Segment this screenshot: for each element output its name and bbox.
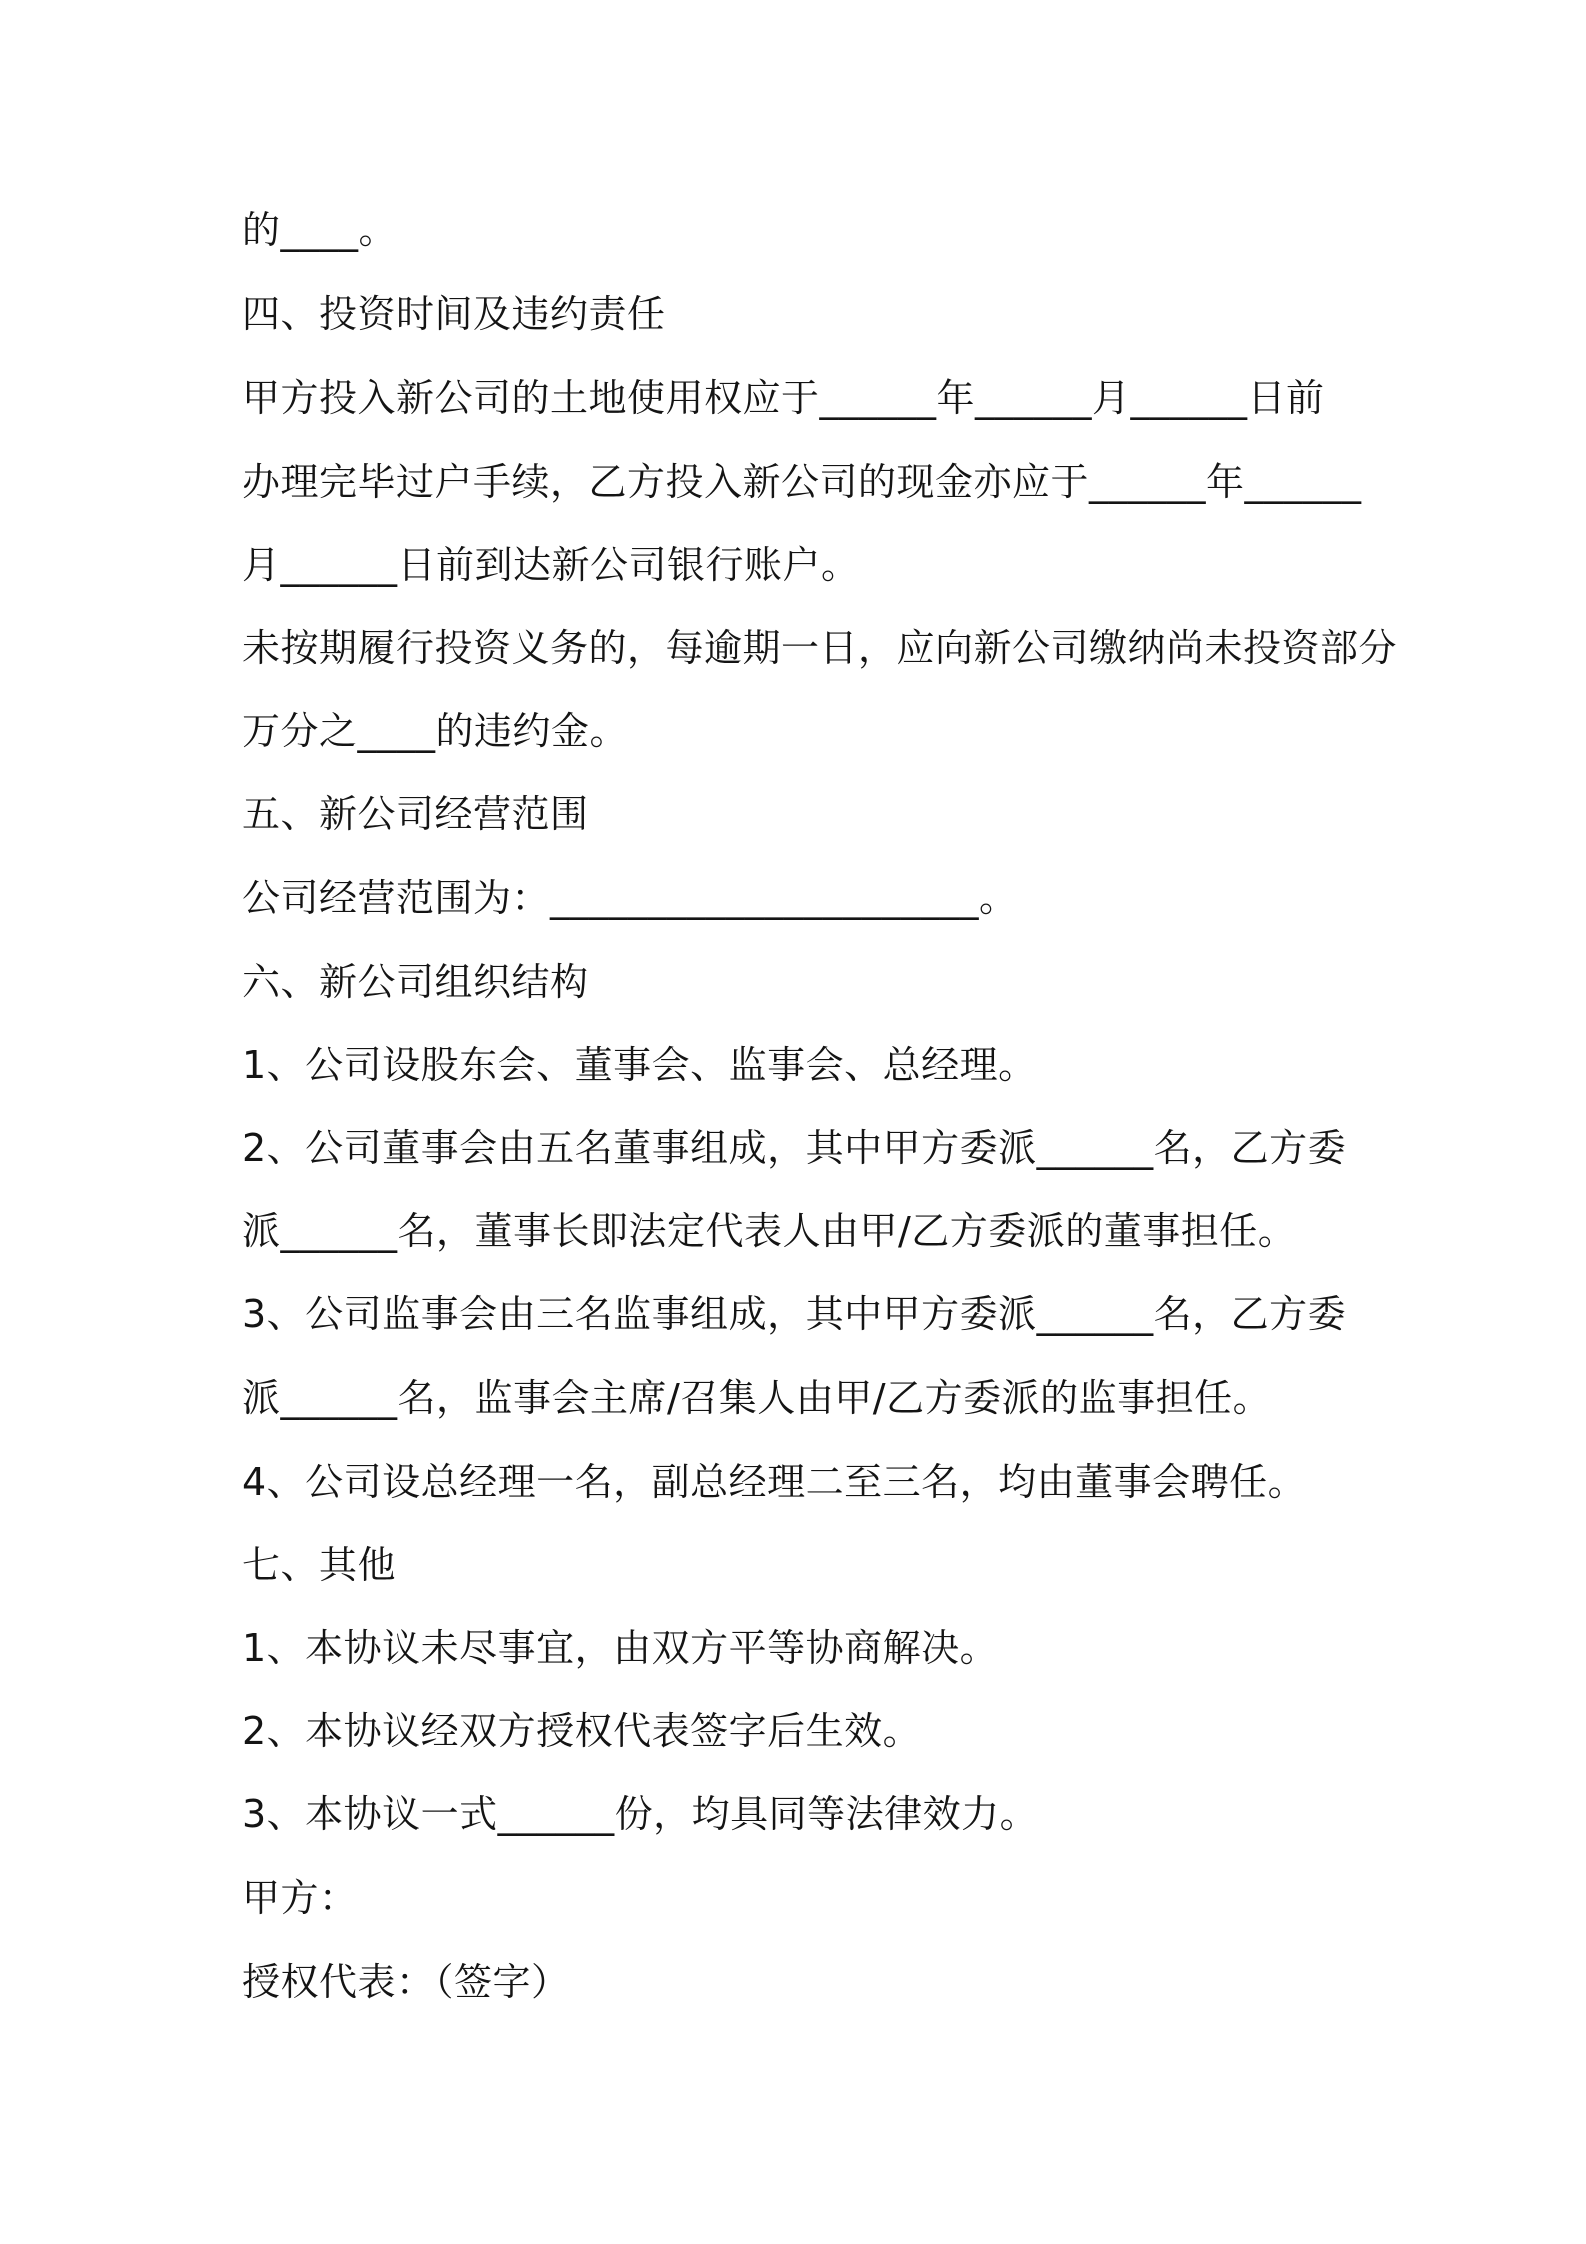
list-item: 2、公司董事会由五名董事组成，其中甲方委派______名，乙方委 [242,1126,1347,1170]
signature-representative-label: 授权代表：（签字） [242,1960,570,2004]
text-line: 万分之____的违约金。 [242,709,629,753]
section-heading: 五、新公司经营范围 [242,792,589,836]
section-heading: 四、投资时间及违约责任 [242,292,666,336]
list-item: 3、本协议一式______份，均具同等法律效力。 [242,1792,1039,1836]
text-line: 未按期履行投资义务的，每逾期一日，应向新公司缴纳尚未投资部分 [242,626,1398,670]
signature-party-label: 甲方： [242,1876,358,1920]
list-item: 1、公司设股东会、董事会、监事会、总经理。 [242,1043,1037,1087]
text-line: 甲方投入新公司的土地使用权应于______年______月______日前 [242,376,1325,420]
text-line: 的____。 [242,208,398,252]
text-line: 办理完毕过户手续，乙方投入新公司的现金亦应于______年______ [242,460,1362,504]
list-item: 4、公司设总经理一名，副总经理二至三名，均由董事会聘任。 [242,1460,1307,1504]
text-line: 公司经营范围为：______________________。 [242,876,1018,920]
list-item: 1、本协议未尽事宜，由双方平等协商解决。 [242,1626,999,1670]
section-heading: 六、新公司组织结构 [242,960,589,1004]
text-line: 月______日前到达新公司银行账户。 [242,543,860,587]
list-item: 3、公司监事会由三名监事组成，其中甲方委派______名，乙方委 [242,1292,1347,1336]
section-heading: 七、其他 [242,1543,397,1587]
list-item: 2、本协议经双方授权代表签字后生效。 [242,1709,922,1753]
text-line: 派______名，董事长即法定代表人由甲/乙方委派的董事担任。 [242,1209,1297,1253]
text-line: 派______名，监事会主席/召集人由甲/乙方委派的监事担任。 [242,1376,1272,1420]
